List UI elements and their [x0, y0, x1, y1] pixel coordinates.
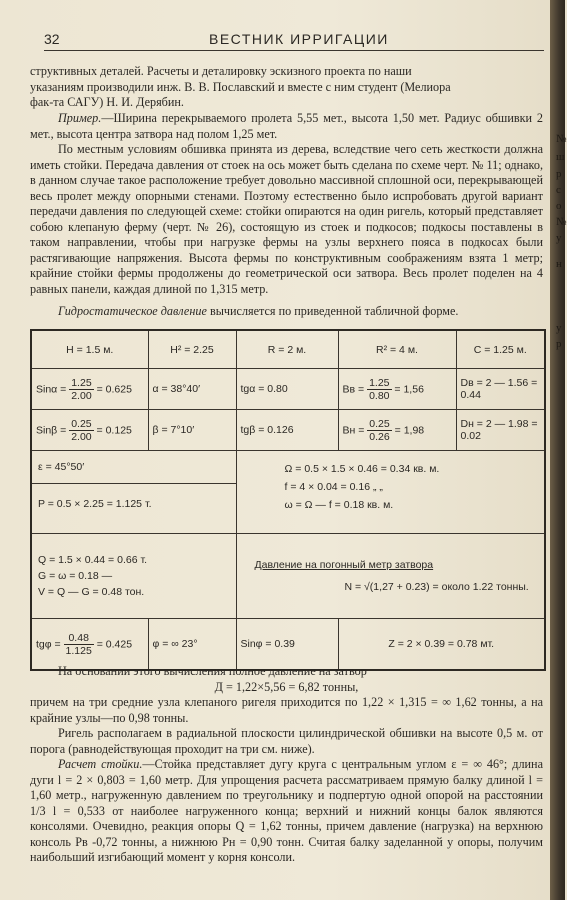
omega-small-value: ω = Ω — f = 0.18 кв. м. — [284, 499, 394, 511]
g-value: G = ω = 0.18 — — [38, 570, 113, 582]
journal-title: ВЕСТНИК ИРРИГАЦИИ — [209, 31, 389, 47]
page-header — [44, 28, 544, 52]
table-row — [31, 451, 545, 534]
edge-fragment: р — [556, 338, 562, 350]
intro-paragraph — [30, 64, 543, 111]
cell-C: C = 1.25 м. — [456, 330, 545, 369]
cell-beta: β = 7°10′ — [148, 410, 236, 451]
example-label: Пример. — [58, 111, 102, 125]
cell-H2: H² = 2.25 — [148, 330, 236, 369]
q-value: Q = 1.5 × 0.44 = 0.66 т. — [38, 554, 148, 566]
f-value: f = 4 × 0.04 = 0.16 „ „ — [284, 481, 383, 493]
header-rule — [44, 50, 544, 51]
cell-phi: φ = ∞ 23° — [148, 619, 236, 671]
after-table-text — [30, 664, 543, 866]
cell-R: R = 2 м. — [236, 330, 338, 369]
v-value: V = Q — G = 0.48 тон. — [38, 586, 145, 598]
pressure-label: Давление на погонный метр затвора — [254, 559, 434, 571]
cell-dv: Dв = 2 — 1.56 = 0.44 — [456, 369, 545, 410]
intro-line: фак-та САГУ) Н. И. Дерябин. — [30, 95, 184, 109]
cell-sin-alpha: Sinα = $\frac{1.25}{2.00}$ = 0.625 — [31, 369, 148, 410]
cell-omega — [236, 451, 545, 534]
table-row — [31, 619, 545, 671]
eps-value: ε = 45°50′ — [32, 451, 236, 484]
stand-label: Расчет стойки. — [58, 757, 143, 771]
after-p3: Ригель располагаем в радиальной плоскости цилиндрической обшивки на высоте 0,5 м. от порога (равнодействующая проходит на три см. ниже). — [30, 726, 543, 756]
cell-Z: Z = 2 × 0.39 = 0.78 мт. — [338, 619, 545, 671]
hydro-text: вычисляется по приведенной табличной форме. — [206, 304, 459, 318]
table-row — [31, 534, 545, 619]
intro-line: указаниям производили инж. В. В. Пославский и вместе с ним студент (Мелиора — [30, 79, 451, 94]
edge-fragment: ш — [556, 151, 565, 163]
cell-H: H = 1.5 м. — [31, 330, 148, 369]
edge-fragment: о — [556, 200, 562, 212]
edge-fragment: у — [556, 322, 562, 334]
cell-eps-P — [31, 451, 236, 534]
cell-tg-beta: tgβ = 0.126 — [236, 410, 338, 451]
page-number: 32 — [44, 31, 60, 47]
edge-fragment: с — [556, 184, 561, 196]
intro-line: структивных деталей. Расчеты и деталировку эскизного проекта по наши — [30, 64, 412, 78]
example-paragraph — [30, 111, 543, 142]
table-row — [31, 410, 545, 451]
hydro-label: Гидростатическое давление — [58, 304, 207, 318]
table-row — [31, 369, 545, 410]
cell-sin-beta: Sinβ = $\frac{0.25}{2.00}$ = 0.125 — [31, 410, 148, 451]
edge-fragment: р — [556, 168, 562, 180]
cell-QGV — [31, 534, 236, 619]
edge-fragment: № — [556, 133, 567, 145]
hydro-paragraph — [30, 304, 543, 320]
conditions-text: По местным условиям обшивка принята из дерева, вследствие чего сеть жесткости должна иметь стойки. Передача давления от стоек на ось может быть сделана по схеме черт. № 11; однако, в данном случае такое расположение требует довольно массивной сплошной оси, перекрывающей весь пролет между опорными стенами. Поэтому естественно было испробовать другой вариант передачи давления по следующей схеме: стойки опираются на один ригель, который представляет собою клепаную ферму (черт. № 26), состоящую из стоек и подкосов; подкосы поставлены в таком направлении, чтобы при нагрузке фермы на узлы верхнего пояса в подкосах были растягивающие напряжения. Высота фермы по конструктивным соображениям взята 1 метр; крайние стойки фермы продолжены до геометрической оси затвора. Весь пролет поделен на 4 равных панели, каждая длиной по 1,315 метр. — [30, 142, 543, 296]
edge-fragment: у — [556, 232, 562, 244]
table-header-row — [31, 330, 545, 369]
example-text: —Ширина перекрываемого пролета 5,55 мет., высота 1,50 мет. Радиус обшивки 2 мет., высота центра затвора над полом 1,25 мет. — [30, 111, 543, 141]
n-value: N = √(1,27 + 0.23) = около 1.22 тонны. — [344, 581, 529, 593]
cell-alpha: α = 38°40′ — [148, 369, 236, 410]
cell-bv: Bв = $\frac{1.25}{0.80}$ = 1,56 — [338, 369, 456, 410]
cell-tg-phi: tgφ = $\frac{0.48}{1.125}$ = 0.425 — [31, 619, 148, 671]
calculation-table — [30, 329, 546, 671]
after-p4: —Стойка представляет дугу круга с центральным углом ε = ∞ 46°; длина дуги l = 2 × 0,803 = 1,60 метр. Для упрощения расчета рассматриваем прямую балку длиной l = 1,60 метр., нагруженную давлением по треугольнику и подпертую одной опорой на расстоянии 1/3 l = 0,533 от наиболее нагруженного конца; верхний и нижний концы балок являются консолями. Очевидно, реакция опоры Q = 1,62 тонны, причем давление (нагрузка) на верхнюю консоль Pв -0,72 тонны, а нижнюю Pн = 0,90 тонн. Считая балку заделанной у опоры, получим наибольший изгибающий момент у корня консоли. — [30, 757, 543, 864]
after-p1: На основании этого вычисления полное давление на затвор — [58, 664, 367, 678]
edge-fragment: № — [556, 216, 567, 228]
cell-bn: Bн = $\frac{0.25}{0.26}$ = 1,98 — [338, 410, 456, 451]
cell-sin-phi: Sinφ = 0.39 — [236, 619, 338, 671]
p-value: P = 0.5 × 2.25 = 1.125 т. — [38, 498, 152, 510]
cell-dn: Dн = 2 — 1.98 = 0.02 — [456, 410, 545, 451]
edge-fragment: н — [556, 258, 562, 270]
after-p2: причем на три средние узла клепаного ригеля приходится по 1,22 × 1,315 = ∞ 1,62 тонны, а на крайние узлы—по 0,98 тонны. — [30, 695, 543, 725]
cell-N — [236, 534, 545, 619]
omega-big-value: Ω = 0.5 × 1.5 × 0.46 = 0.34 кв. м. — [284, 463, 440, 475]
cell-R2: R² = 4 м. — [338, 330, 456, 369]
pressure-formula: Д = 1,22×5,56 = 6,82 тонны, — [214, 679, 359, 694]
cell-tg-alpha: tgα = 0.80 — [236, 369, 338, 410]
conditions-paragraph — [30, 142, 543, 297]
